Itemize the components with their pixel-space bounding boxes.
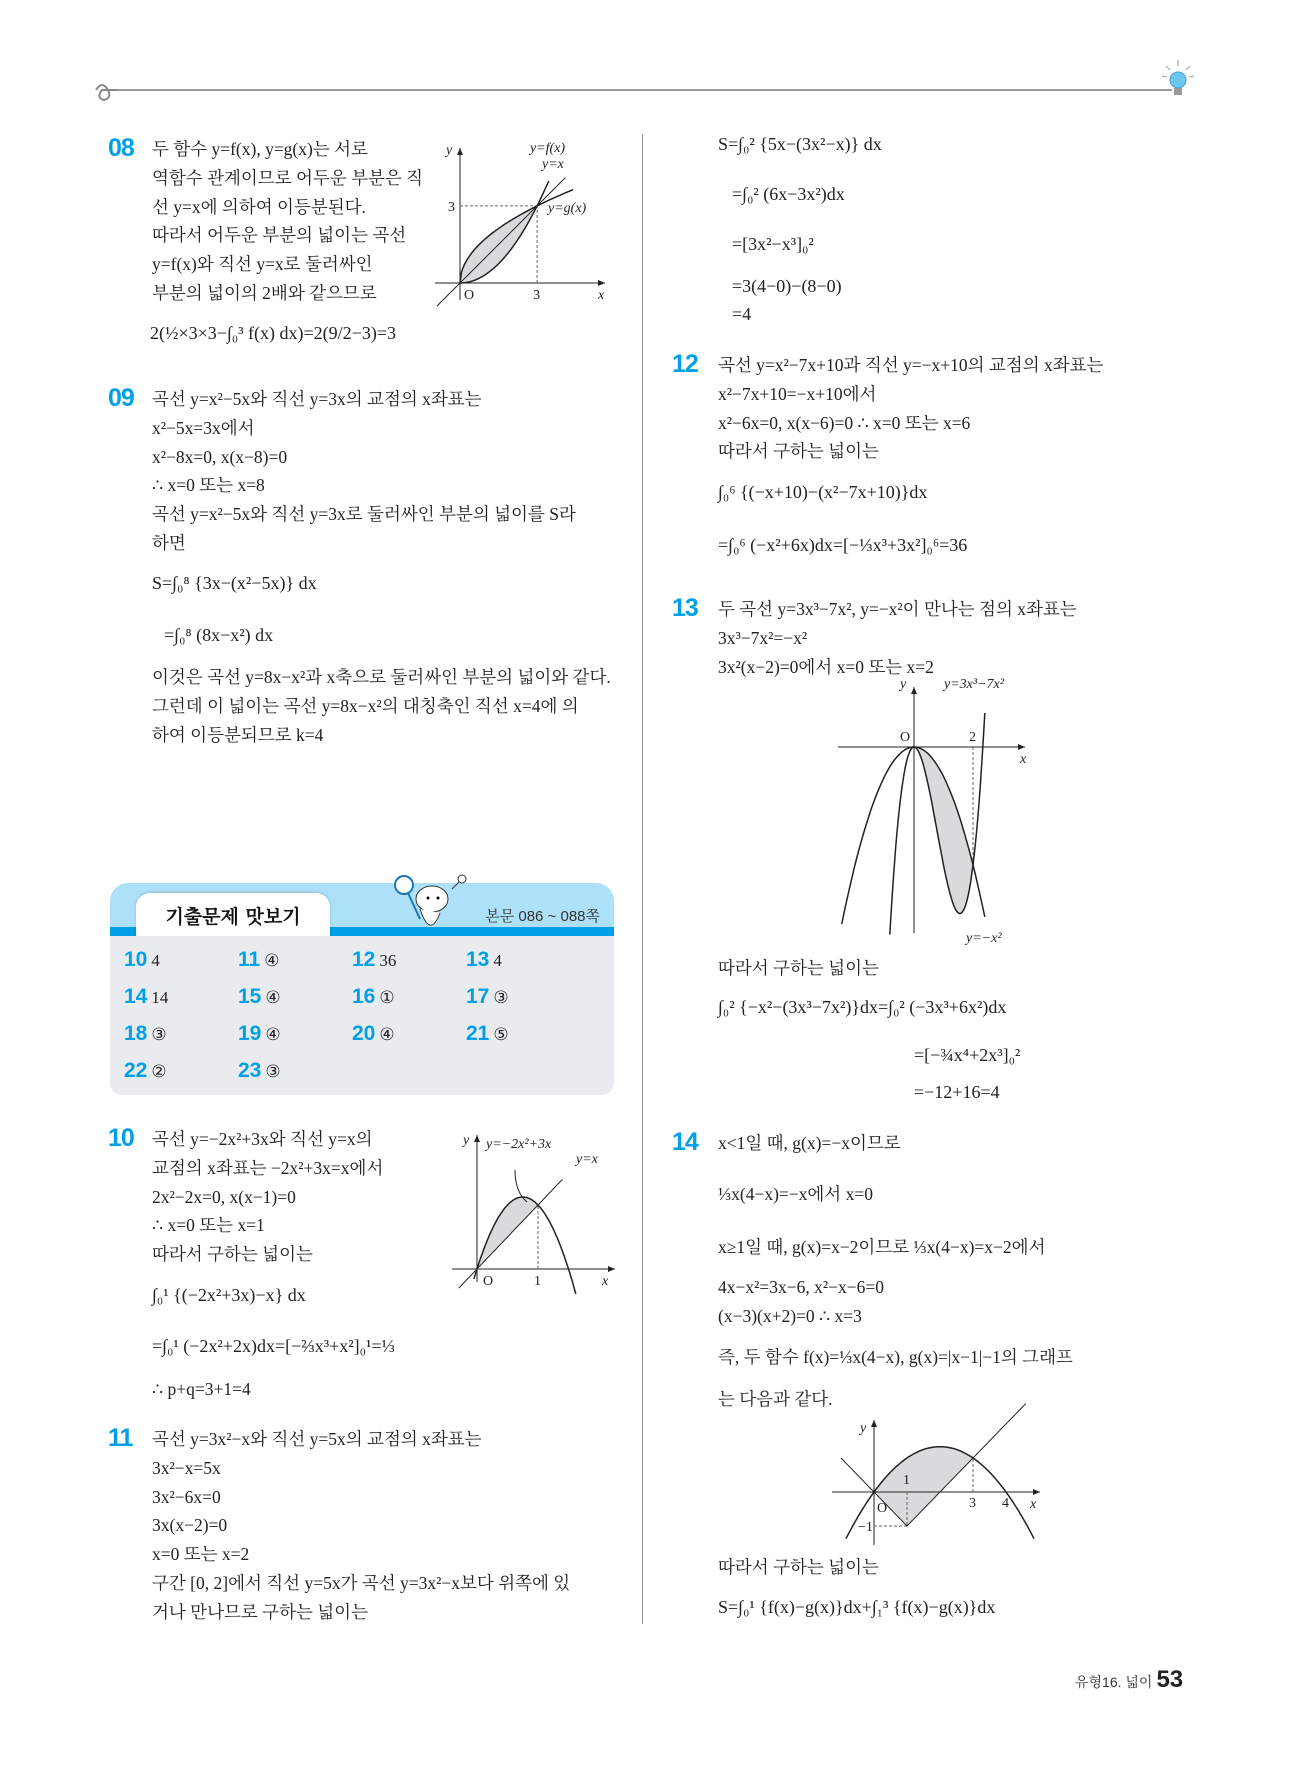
- tick-label: 1: [903, 1473, 910, 1488]
- formula-line: =[3x²−x³]₀²: [732, 234, 814, 254]
- answer-number: 13: [466, 948, 490, 971]
- formula-line: S=∫₀² {5x−(3x²−x)} dx: [718, 134, 882, 154]
- solution-line: 두 곡선 y=3x³−7x², y=−x²이 만나는 점의 x좌표는: [718, 599, 1077, 619]
- solution-line: x²−7x+10=−x+10에서: [718, 384, 877, 404]
- formula-line: =3(4−0)−(8−0): [732, 276, 842, 296]
- answer-summary-box: [110, 883, 614, 1095]
- solution-line: ∴ x=0 또는 x=1: [152, 1215, 265, 1235]
- answer-item: [466, 1022, 509, 1046]
- solution-line: y=f(x)와 직선 y=x로 둘러싸인: [152, 254, 373, 274]
- header-rule: [104, 89, 1172, 91]
- answer-number: 10: [124, 948, 148, 971]
- tick-label: 2: [969, 730, 976, 745]
- answer-number: 11: [238, 948, 261, 971]
- solution-line: x<1일 때, g(x)=−x이므로: [718, 1133, 901, 1153]
- answer-number: 18: [124, 1022, 148, 1045]
- answer-item: [124, 985, 168, 1009]
- answer-value: ③: [265, 1062, 281, 1081]
- section-label: 유형16. 넓이: [1075, 1674, 1153, 1690]
- y-axis-arrow-icon: [871, 1420, 877, 1427]
- axis-label: y: [446, 143, 453, 158]
- graph-10: [450, 1130, 620, 1290]
- curve-label: y=−2x²+3x: [486, 1137, 552, 1152]
- problem-number: 12: [672, 350, 698, 378]
- answer-value: ④: [265, 1025, 281, 1044]
- solution-line: x²−5x=3x에서: [152, 418, 255, 438]
- solution-line: 3x³−7x²=−x²: [718, 628, 808, 648]
- answer-number: 21: [466, 1022, 490, 1045]
- formula-line: =4: [732, 304, 752, 324]
- formula-line: =∫₀⁸ (8x−x²) dx: [164, 625, 274, 645]
- answer-item: [238, 985, 281, 1009]
- answer-item: [352, 1022, 395, 1046]
- y-axis-arrow-icon: [911, 687, 917, 694]
- y-axis-arrow-icon: [474, 1135, 480, 1142]
- answer-value: 4: [151, 951, 160, 970]
- answer-value: ⑤: [493, 1025, 509, 1044]
- solution-line: 4x−x²=3x−6, x²−x−6=0: [718, 1277, 884, 1297]
- curve-label: y=−x²: [966, 931, 1002, 946]
- solution-line: ∴ p+q=3+1=4: [152, 1379, 251, 1399]
- axis-label: y: [463, 1133, 470, 1148]
- solution-line: 따라서 어두운 부분의 넓이는 곡선: [152, 225, 407, 245]
- shaded-region: [874, 1447, 973, 1526]
- axis-label: x: [1020, 752, 1027, 767]
- tick-label: 1: [534, 1274, 541, 1289]
- solution-line: 따라서 구하는 넓이는: [718, 1557, 879, 1577]
- solution-line: 구간 [0, 2]에서 직선 y=5x가 곡선 y=3x²−x보다 위쪽에 있: [152, 1573, 571, 1593]
- solution-line: 두 함수 y=f(x), y=g(x)는 서로: [152, 139, 368, 159]
- problem-number: 13: [672, 594, 698, 622]
- answer-number: 16: [352, 985, 376, 1008]
- solution-line: 따라서 구하는 넓이는: [152, 1244, 313, 1264]
- tick-label: −1: [858, 1520, 873, 1535]
- solution-line: ⅓x(4−x)=−x에서 x=0: [718, 1184, 873, 1204]
- answer-value: ①: [379, 988, 395, 1007]
- solution-line: 부분의 넓이의 2배와 같으므로: [152, 283, 377, 303]
- solution-line: 3x²−x=5x: [152, 1458, 221, 1478]
- answer-number: 19: [238, 1022, 262, 1045]
- formula-line: 2(½×3×3−∫₀³ f(x) dx)=2(9/2−3)=3: [150, 323, 396, 343]
- answer-item: [124, 1022, 167, 1046]
- solution-line: 역함수 관계이므로 어두운 부분은 직: [152, 168, 424, 188]
- problem-number: 08: [108, 134, 134, 162]
- shaded-region: [477, 1197, 538, 1269]
- answer-number: 20: [352, 1022, 376, 1045]
- tick-label: 3: [969, 1496, 976, 1511]
- graph-14: [830, 1420, 1060, 1550]
- formula-line: =∫₀¹ (−2x²+2x)dx=[−⅔x³+x²]₀¹=⅓: [152, 1336, 395, 1356]
- origin-label: O: [900, 730, 911, 745]
- solution-line: 곡선 y=x²−5x와 직선 y=3x로 둘러싸인 부분의 넓이를 S라: [152, 504, 576, 524]
- answer-item: [466, 948, 502, 972]
- solution-line: 3x(x−2)=0: [152, 1515, 228, 1535]
- curve-label: y=g(x): [548, 201, 587, 216]
- lightbulb-icon: [1158, 58, 1198, 102]
- graph-13: [840, 677, 1060, 950]
- formula-line: ∫₀¹ {(−2x²+3x)−x} dx: [152, 1285, 306, 1305]
- solution-line: 곡선 y=3x²−x와 직선 y=5x의 교점의 x좌표는: [152, 1429, 482, 1449]
- x-axis-arrow-icon: [598, 280, 605, 286]
- solution-line: 따라서 구하는 넓이는: [718, 441, 879, 461]
- solution-line: 즉, 두 함수 f(x)=⅓x(4−x), g(x)=|x−1|−1의 그래프: [718, 1347, 1073, 1367]
- axis-label: y: [860, 1421, 867, 1436]
- problem-number: 14: [672, 1128, 698, 1156]
- answer-number: 22: [124, 1059, 148, 1082]
- solution-line: 선 y=x에 의하여 이등분된다.: [152, 197, 366, 217]
- answer-item: [352, 985, 395, 1009]
- answer-number: 23: [238, 1059, 262, 1082]
- curve-label: y=3x³−7x²: [944, 677, 1004, 692]
- solution-line: 이것은 곡선 y=8x−x²과 x축으로 둘러싸인 부분의 넓이와 같다.: [152, 667, 611, 687]
- answer-value: ④: [265, 988, 281, 1007]
- answer-value: ②: [151, 1062, 167, 1081]
- curve-label: y=x: [576, 1152, 598, 1167]
- formula-line: ∫₀² {−x²−(3x³−7x²)}dx=∫₀² (−3x³+6x²)dx: [718, 997, 1007, 1017]
- column-divider: [642, 134, 643, 1624]
- answer-item: [466, 985, 509, 1009]
- graph-08: [430, 140, 620, 310]
- answer-item: [238, 1059, 281, 1083]
- solution-line: 거나 만나므로 구하는 넓이는: [152, 1602, 368, 1622]
- page-reference: 본문 086 ~ 088쪽: [485, 908, 600, 925]
- solution-line: x²−8x=0, x(x−8)=0: [152, 447, 288, 467]
- answer-item: [238, 948, 279, 972]
- solution-line: 2x²−2x=0, x(x−1)=0: [152, 1187, 296, 1207]
- tick-label: 3: [448, 199, 455, 215]
- axis-label: y: [900, 677, 907, 692]
- solution-line: 3x²(x−2)=0에서 x=0 또는 x=2: [718, 657, 934, 677]
- box-title: 기출문제 맛보기: [165, 906, 301, 928]
- answer-item: [124, 1059, 167, 1083]
- formula-line: S=∫₀⁸ {3x−(x²−5x)} dx: [152, 573, 317, 593]
- formula-line: S=∫₀¹ {f(x)−g(x)}dx+∫₁³ {f(x)−g(x)}dx: [718, 1597, 996, 1617]
- solution-line: 하여 이등분되므로 k=4: [152, 725, 324, 745]
- problem-number: 11: [108, 1424, 133, 1452]
- answer-value: 14: [151, 988, 169, 1007]
- answer-value: ④: [379, 1025, 395, 1044]
- x-axis-arrow-icon: [1033, 1489, 1040, 1495]
- tick-label: 3: [533, 288, 541, 303]
- solution-line: 곡선 y=x²−5x와 직선 y=3x의 교점의 x좌표는: [152, 389, 482, 409]
- solution-line: x≥1일 때, g(x)=x−2이므로 ⅓x(4−x)=x−2에서: [718, 1237, 1046, 1257]
- answer-value: ④: [264, 951, 280, 970]
- axis-label: x: [598, 288, 605, 303]
- x-axis-arrow-icon: [1018, 744, 1025, 750]
- origin-label: O: [464, 288, 475, 303]
- formula-line: ∫₀⁶ {(−x+10)−(x²−7x+10)}dx: [718, 482, 928, 502]
- tick-label: 4: [1002, 1496, 1009, 1511]
- solution-line: 는 다음과 같다.: [718, 1389, 833, 1409]
- formula-line: =−12+16=4: [914, 1082, 1000, 1102]
- solution-line: (x−3)(x+2)=0 ∴ x=3: [718, 1306, 862, 1326]
- formula-line: =∫₀² (6x−3x²)dx: [732, 184, 845, 204]
- origin-label: O: [483, 1274, 494, 1289]
- solution-line: 교점의 x좌표는 −2x²+3x=x에서: [152, 1158, 384, 1178]
- answer-value: 4: [493, 951, 502, 970]
- answer-number: 14: [124, 985, 148, 1008]
- formula-line: =∫₀⁶ (−x²+6x)dx=[−⅓x³+3x²]₀⁶=36: [718, 535, 968, 555]
- solution-line: 곡선 y=−2x²+3x와 직선 y=x의: [152, 1129, 373, 1149]
- problem-number: 09: [108, 384, 134, 412]
- solution-line: x²−6x=0, x(x−6)=0 ∴ x=0 또는 x=6: [718, 413, 971, 433]
- answer-item: [352, 948, 396, 972]
- box-title-tab: [136, 893, 330, 936]
- clip-icon: [92, 78, 122, 104]
- solution-line: 그런데 이 넓이는 곡선 y=8x−x²의 대칭축인 직선 x=4에 의: [152, 696, 579, 716]
- origin-label: O: [877, 1501, 888, 1516]
- x-axis-arrow-icon: [608, 1266, 615, 1272]
- problem-number: 10: [108, 1124, 134, 1152]
- formula-line: =[−¾x⁴+2x³]₀²: [914, 1045, 1021, 1065]
- answer-item: [124, 948, 160, 972]
- page-footer: [1075, 1666, 1183, 1694]
- solution-line: 하면: [152, 533, 186, 553]
- axis-label: x: [602, 1274, 609, 1289]
- solution-line: 곡선 y=x²−7x+10과 직선 y=−x+10의 교점의 x좌표는: [718, 355, 1104, 375]
- answer-number: 12: [352, 948, 376, 971]
- y-axis-arrow-icon: [457, 148, 463, 155]
- solution-line: 3x²−6x=0: [152, 1487, 221, 1507]
- answer-number: 17: [466, 985, 490, 1008]
- solution-line: ∴ x=0 또는 x=8: [152, 475, 265, 495]
- answer-value: ③: [493, 988, 509, 1007]
- answer-value: ③: [151, 1025, 167, 1044]
- page-number: 53: [1156, 1666, 1184, 1693]
- answer-grid: [110, 936, 614, 1095]
- solution-line: x=0 또는 x=2: [152, 1544, 250, 1564]
- solution-line: 따라서 구하는 넓이는: [718, 958, 879, 978]
- line-y-eq-x: [459, 1179, 563, 1288]
- answer-item: [238, 1022, 281, 1046]
- curve-label: y=f(x): [530, 141, 566, 156]
- axis-label: x: [1030, 1497, 1037, 1512]
- line-y-eq-x: [437, 178, 566, 307]
- answer-number: 15: [238, 985, 262, 1008]
- curve-label: y=x: [542, 157, 564, 172]
- answer-value: 36: [379, 951, 397, 970]
- cat-badminton-mascot-icon: [390, 871, 470, 943]
